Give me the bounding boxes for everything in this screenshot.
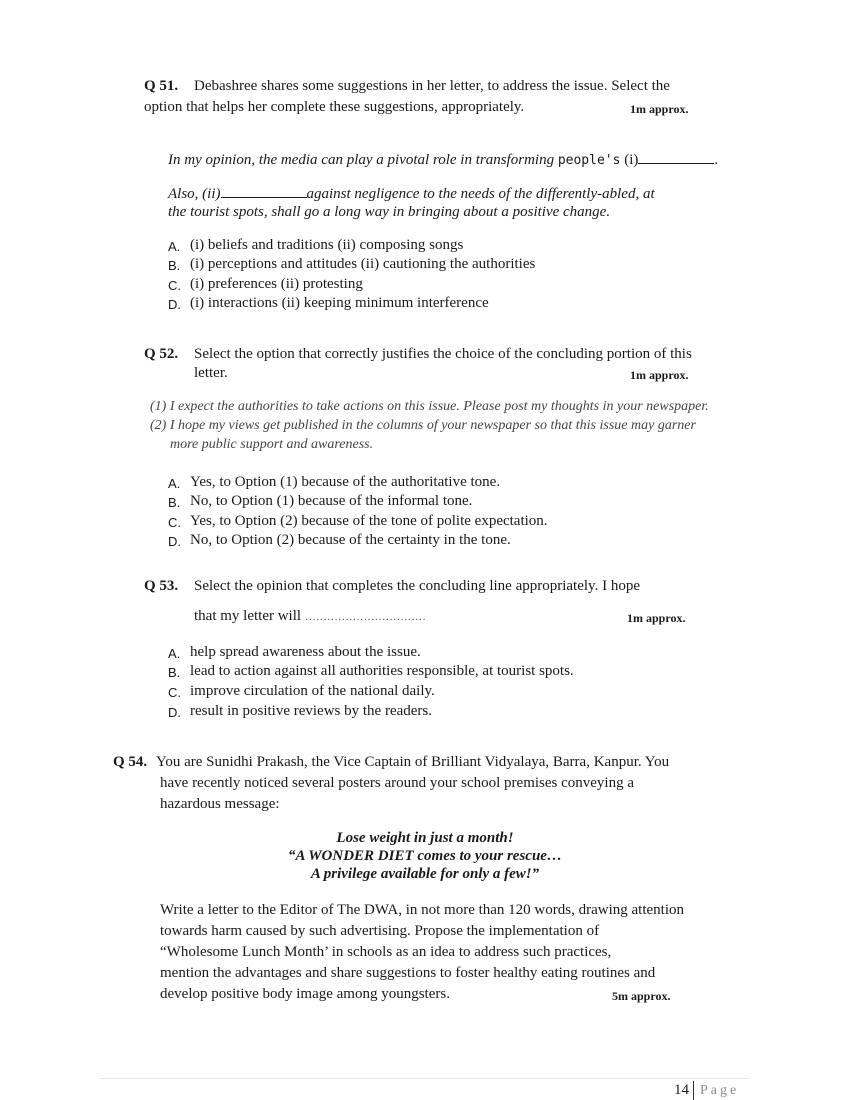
q54-task-line1: Write a letter to the Editor of The DWA, in not more than 120 words, drawing attention <box>160 902 684 918</box>
q53-prompt-line2 <box>194 608 426 625</box>
q54-intro-line3: hazardous message: <box>160 796 280 812</box>
q51-blank-i <box>638 149 714 164</box>
q52-option-c-letter: C. <box>168 515 181 530</box>
q52-option-b-letter: B. <box>168 495 181 510</box>
q54-poster-line3: A privilege available for only a few!” <box>310 866 540 882</box>
q51-blank-i-label: (i) <box>620 152 639 168</box>
q53-option-b: lead to action against all authorities responsible, at tourist spots. <box>190 663 574 679</box>
q53-option-d: result in positive reviews by the readers. <box>190 703 433 719</box>
q52-excerpt-line3: more public support and awareness. <box>170 437 374 452</box>
q51-excerpt-line1 <box>168 149 718 169</box>
q53-blank-dots: …………………………… <box>304 611 426 623</box>
q51-option-c: (i) preferences (ii) protesting <box>190 276 363 292</box>
q53-option-a: help spread awareness about the issue. <box>190 644 421 660</box>
q53-marks: 1m approx. <box>627 611 686 625</box>
q52-prompt-line2: letter. <box>194 365 228 381</box>
q52-marks: 1m approx. <box>630 368 689 382</box>
q51-excerpt-line1-end: . <box>714 152 719 168</box>
q51-excerpt-word: people's <box>557 153 621 168</box>
page-label: Page <box>700 1083 740 1098</box>
q51-option-d-letter: D. <box>168 297 181 312</box>
page-number: 14 <box>674 1082 689 1098</box>
q54-task-line2: towards harm caused by such advertising. Propose the implementation of <box>160 923 600 939</box>
q51-option-c-letter: C. <box>168 278 181 293</box>
q52-option-c: Yes, to Option (2) because of the tone of polite expectation. <box>190 513 548 529</box>
q54-intro-line1: You are Sunidhi Prakash, the Vice Captain of Brilliant Vidyalaya, Barra, Kanpur. You <box>156 754 670 770</box>
q51-excerpt-line2-post: against negligence to the needs of the differently-abled, at <box>306 186 655 202</box>
q51-option-d: (i) interactions (ii) keeping minimum interference <box>190 295 489 311</box>
q51-number: Q 51. <box>144 78 179 94</box>
q51-blank-ii-label: Also, (ii) <box>168 186 221 202</box>
q53-option-d-letter: D. <box>168 705 181 720</box>
q52-excerpt-line2: (2) I hope my views get published in the columns of your newspaper so that this issue may garner <box>150 418 696 433</box>
q53-option-c-letter: C. <box>168 685 181 700</box>
q51-marks: 1m approx. <box>630 102 689 116</box>
q52-option-a-letter: A. <box>168 476 181 491</box>
q51-excerpt-line2 <box>168 183 655 203</box>
q54-marks: 5m approx. <box>612 989 671 1003</box>
q54-task-line4: mention the advantages and share suggestions to foster healthy eating routines and <box>160 965 656 981</box>
footer-divider <box>100 1078 750 1079</box>
q51-excerpt-line3: the tourist spots, shall go a long way in bringing about a positive change. <box>168 204 611 220</box>
q52-number: Q 52. <box>144 346 179 362</box>
q53-prompt-line1: Select the opinion that completes the concluding line appropriately. I hope <box>194 578 640 594</box>
q51-option-a-letter: A. <box>168 239 181 254</box>
q53-number: Q 53. <box>144 578 179 594</box>
q53-prompt-text: that my letter will <box>194 608 302 624</box>
q54-poster-line2: “A WONDER DIET comes to your rescue… <box>288 848 562 864</box>
q51-blank-ii <box>221 183 307 198</box>
q51-excerpt-line1-pre: In my opinion, the media can play a pivotal role in transforming <box>168 152 558 168</box>
q54-task-line3: “Wholesome Lunch Month’ in schools as an idea to address such practices, <box>160 944 612 960</box>
q52-option-d: No, to Option (2) because of the certainty in the tone. <box>190 532 511 548</box>
q52-option-a: Yes, to Option (1) because of the authoritative tone. <box>190 474 501 490</box>
q54-task-line5: develop positive body image among youngsters. <box>160 986 450 1002</box>
q51-option-b-letter: B. <box>168 258 181 273</box>
q51-option-b: (i) perceptions and attitudes (ii) cautioning the authorities <box>190 256 536 272</box>
q54-number: Q 54. <box>113 754 148 770</box>
q51-prompt-line2: option that helps her complete these suggestions, appropriately. <box>144 99 525 115</box>
q53-option-c: improve circulation of the national daily. <box>190 683 435 699</box>
q52-option-d-letter: D. <box>168 534 181 549</box>
q54-poster-line1: Lose weight in just a month! <box>336 830 514 846</box>
q52-excerpt-line1: (1) I expect the authorities to take actions on this issue. Please post my thoughts in your newspaper. <box>150 399 709 414</box>
q52-prompt-line1: Select the option that correctly justifies the choice of the concluding portion of this <box>194 346 692 362</box>
q51-prompt-line1: Debashree shares some suggestions in her letter, to address the issue. Select the <box>194 78 670 94</box>
q53-option-a-letter: A. <box>168 646 181 661</box>
q53-option-b-letter: B. <box>168 665 181 680</box>
q52-option-b: No, to Option (1) because of the informal tone. <box>190 493 473 509</box>
q54-intro-line2: have recently noticed several posters around your school premises conveying a <box>160 775 635 791</box>
q51-option-a: (i) beliefs and traditions (ii) composing songs <box>190 237 464 253</box>
page-separator <box>693 1081 694 1100</box>
